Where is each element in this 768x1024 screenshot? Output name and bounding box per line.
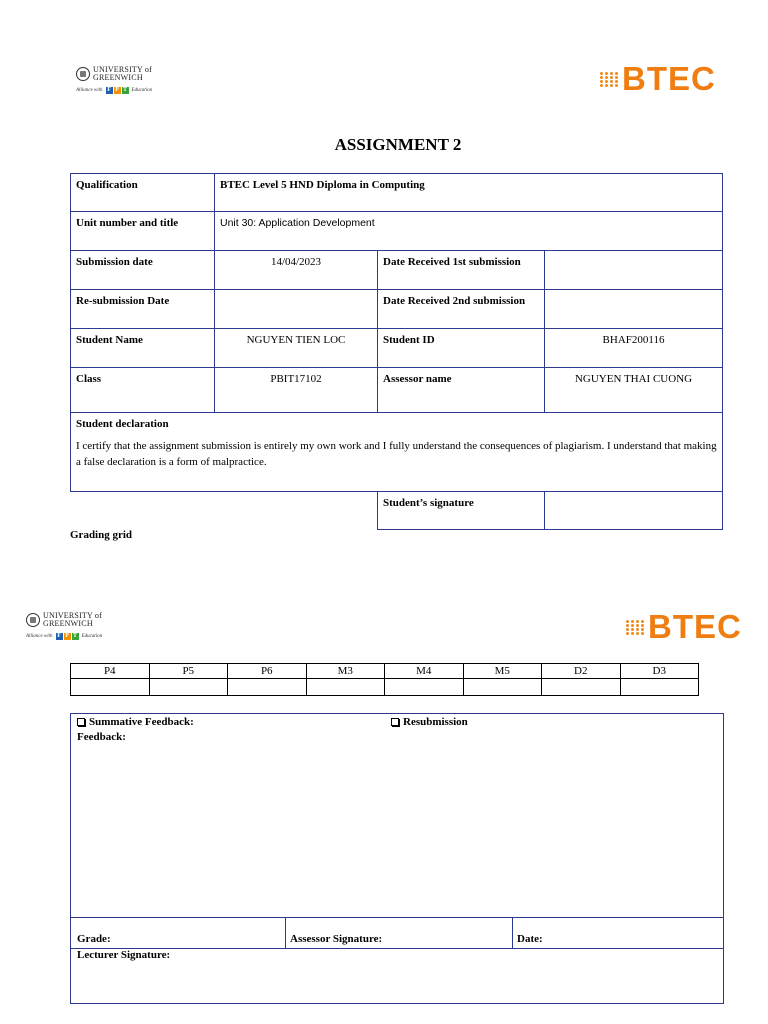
divider	[285, 917, 286, 948]
assignment-title: ASSIGNMENT 2	[334, 135, 462, 154]
date-received-2nd-value	[545, 290, 723, 329]
criteria-header: D3	[620, 664, 699, 679]
divider	[512, 917, 513, 948]
university-crest-icon	[26, 613, 40, 627]
assessor-signature-label: Assessor Signature:	[290, 933, 383, 945]
student-declaration-text: I certify that the assignment submission is entirely my own work and I fully understand the consequences of plagiarism. I understand that making a false declaration is a form of malpractice.	[76, 440, 717, 468]
summative-feedback-option[interactable]	[77, 716, 194, 728]
partner-text: Education	[131, 88, 153, 93]
criteria-header: P4	[71, 664, 150, 679]
table-row	[71, 413, 723, 492]
student-id-value: BHAF200116	[545, 329, 723, 368]
criteria-header: M5	[463, 664, 542, 679]
qualification-label: Qualification	[71, 174, 215, 212]
date-label: Date:	[517, 933, 543, 945]
table-row	[71, 492, 723, 530]
grade-label: Grade:	[77, 933, 111, 945]
student-id-label: Student ID	[378, 329, 545, 368]
table-row	[71, 679, 699, 696]
criteria-cell[interactable]	[149, 679, 228, 696]
table-row	[71, 664, 699, 679]
criteria-cell[interactable]	[385, 679, 464, 696]
btec-dots-icon	[600, 72, 619, 87]
criteria-cell[interactable]	[542, 679, 621, 696]
resubmission-option[interactable]	[391, 716, 468, 728]
feedback-label: Feedback:	[77, 731, 126, 743]
criteria-cell[interactable]	[306, 679, 385, 696]
btec-logo	[626, 610, 742, 644]
criteria-cell[interactable]	[228, 679, 307, 696]
criteria-header: P5	[149, 664, 228, 679]
divider	[71, 917, 723, 918]
date-received-1st-value	[545, 251, 723, 290]
university-name-line1: UNIVERSITY of	[43, 611, 102, 620]
university-of-greenwich-logo	[76, 66, 152, 94]
student-declaration-label: Student declaration	[76, 418, 169, 430]
criteria-header: D2	[542, 664, 621, 679]
criteria-cell[interactable]	[620, 679, 699, 696]
summative-feedback-label: Summative Feedback:	[89, 716, 194, 728]
partner-text: Education	[81, 634, 103, 639]
criteria-header: M3	[306, 664, 385, 679]
table-row	[71, 290, 723, 329]
class-label: Class	[71, 368, 215, 413]
assessor-name-value: NGUYEN THAI CUONG	[545, 368, 723, 413]
qualification-value: BTEC Level 5 HND Diploma in Computing	[215, 174, 723, 212]
checkbox-icon	[77, 718, 85, 726]
empty-cell	[71, 492, 378, 530]
lecturer-signature-label: Lecturer Signature:	[77, 949, 171, 961]
fpt-logo-icon: F P T	[107, 87, 128, 93]
student-signature-field[interactable]	[545, 492, 723, 530]
criteria-header: M4	[385, 664, 464, 679]
university-name-line1: UNIVERSITY of	[93, 65, 152, 74]
assessor-name-label: Assessor name	[378, 368, 545, 413]
resubmission-date-value	[215, 290, 378, 329]
checkbox-icon	[391, 718, 399, 726]
university-name-line2: GREENWICH	[43, 619, 93, 628]
assignment-info-table	[70, 173, 723, 530]
table-row	[71, 368, 723, 413]
university-of-greenwich-logo	[26, 612, 102, 640]
date-received-2nd-label: Date Received 2nd submission	[378, 290, 545, 329]
criteria-cell[interactable]	[71, 679, 150, 696]
criteria-cell[interactable]	[463, 679, 542, 696]
class-value: PBIT17102	[215, 368, 378, 413]
student-name-label: Student Name	[71, 329, 215, 368]
grading-grid-heading: Grading grid	[70, 529, 133, 541]
grading-criteria-table	[70, 663, 699, 696]
btec-logo	[600, 62, 716, 96]
alliance-text: Alliance with	[76, 88, 103, 93]
table-row	[71, 329, 723, 368]
fpt-logo-icon: F P T	[57, 633, 78, 639]
btec-logo-text: BTEC	[622, 60, 716, 97]
student-name-value: NGUYEN TIEN LOC	[215, 329, 378, 368]
university-crest-icon	[76, 67, 90, 81]
criteria-header: P6	[228, 664, 307, 679]
university-name-line2: GREENWICH	[93, 73, 143, 82]
alliance-text: Alliance with	[26, 634, 53, 639]
student-declaration-cell	[71, 413, 723, 492]
table-row	[71, 212, 723, 251]
unit-value: Unit 30: Application Development	[215, 212, 723, 251]
submission-date-value: 14/04/2023	[215, 251, 378, 290]
table-row	[71, 251, 723, 290]
student-signature-label: Student’s signature	[378, 492, 545, 530]
resubmission-label: Resubmission	[403, 716, 468, 728]
submission-date-label: Submission date	[71, 251, 215, 290]
btec-dots-icon	[626, 620, 645, 635]
feedback-box	[70, 713, 724, 1004]
btec-logo-text: BTEC	[648, 608, 742, 645]
resubmission-date-label: Re-submission Date	[71, 290, 215, 329]
unit-label: Unit number and title	[71, 212, 215, 251]
date-received-1st-label: Date Received 1st submission	[378, 251, 545, 290]
table-row	[71, 174, 723, 212]
